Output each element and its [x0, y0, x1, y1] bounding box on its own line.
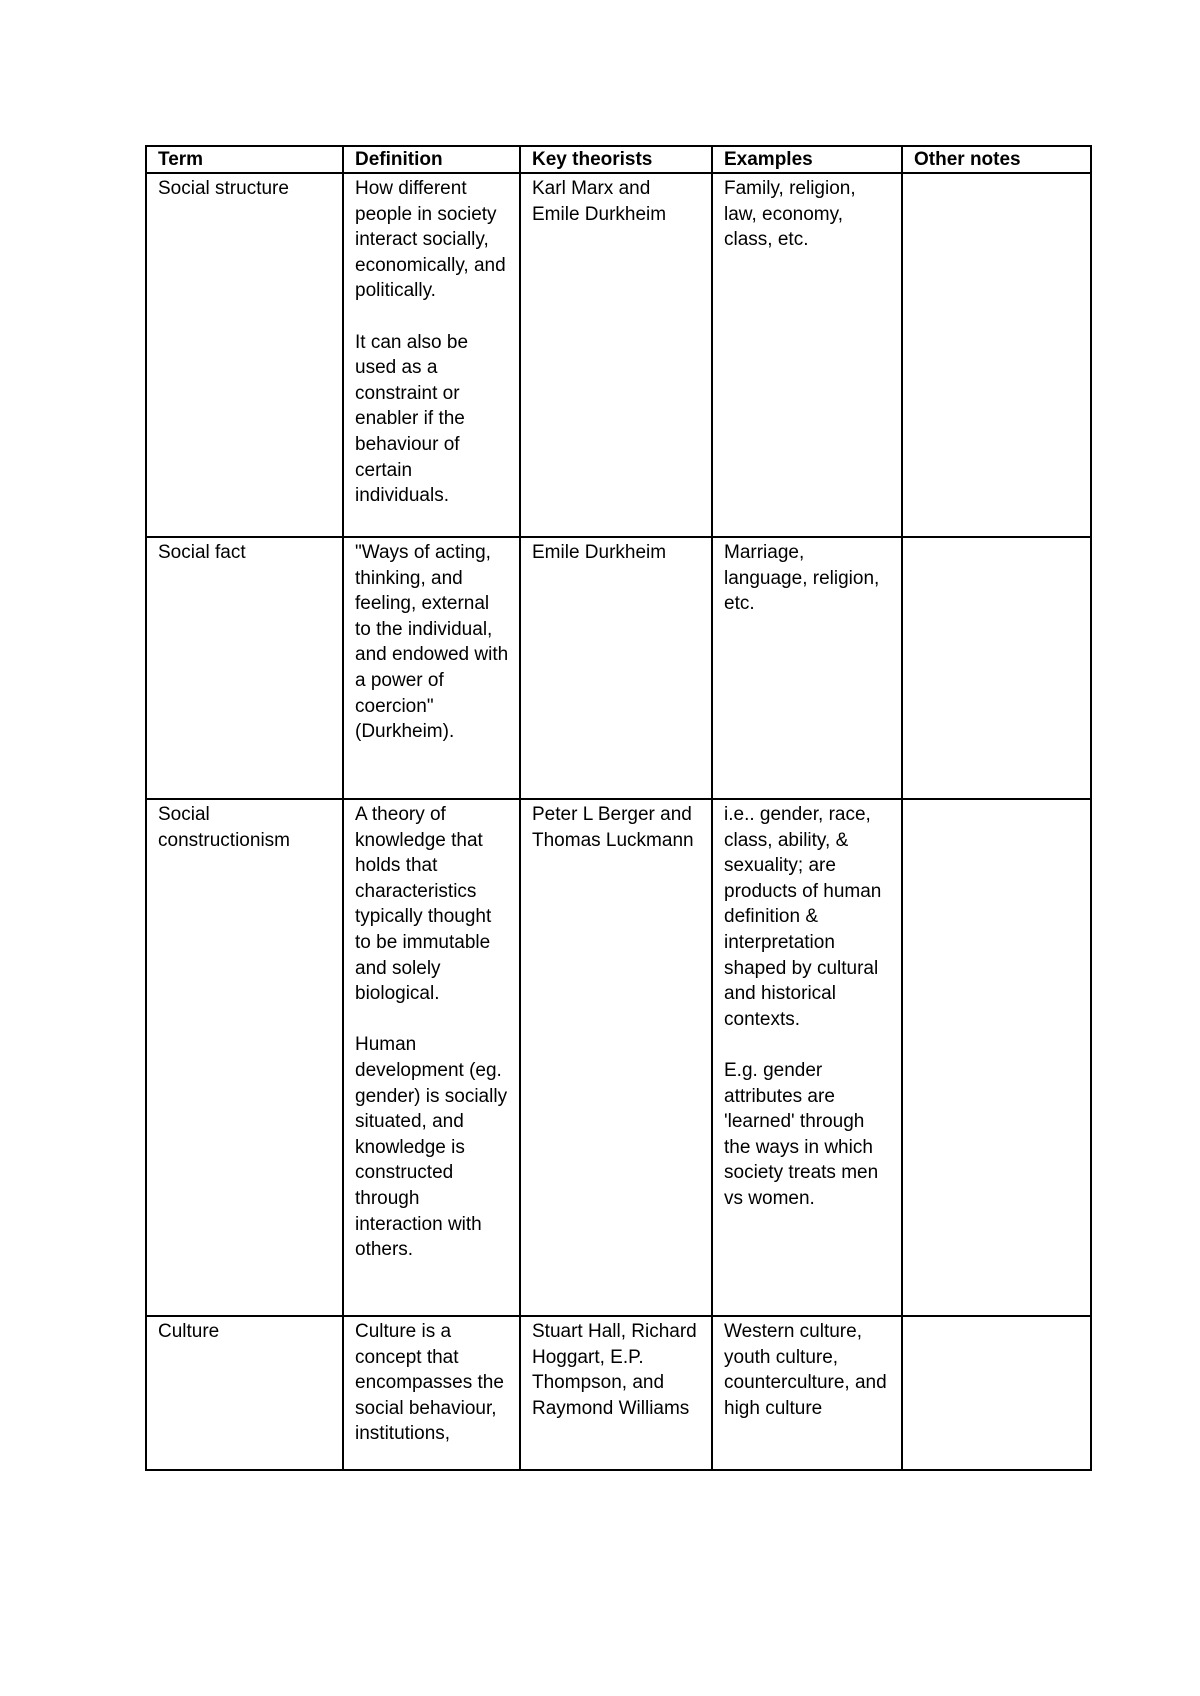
cell-notes — [902, 173, 1091, 537]
cell-theorists — [520, 1316, 712, 1470]
cell-examples — [712, 799, 902, 1316]
examples-text: Family, religion, law, economy, class, etc. — [724, 178, 856, 251]
definition-text: "Ways of acting, thinking, and feeling, external to the individual, and endowed with a power of coercion" (Durkheim). — [355, 542, 509, 743]
examples-text: Marriage, language, religion, etc. — [724, 542, 880, 615]
cell-definition — [343, 799, 520, 1316]
term-text: Social structure — [158, 178, 289, 199]
table-row — [146, 537, 1091, 799]
definition-text-2: It can also be used as a constraint or enabler if the behaviour of certain individuals. — [355, 331, 469, 507]
table-row — [146, 1316, 1091, 1470]
table-row — [146, 799, 1091, 1316]
theorists-text: Emile Durkheim — [532, 542, 667, 563]
table-row — [146, 173, 1091, 537]
cell-theorists — [520, 799, 712, 1316]
header-term: Term — [146, 146, 343, 173]
cell-examples — [712, 537, 902, 799]
cell-definition — [343, 537, 520, 799]
term-text: Social constructionism — [158, 804, 290, 851]
cell-term — [146, 799, 343, 1316]
cell-examples — [712, 1316, 902, 1470]
header-row — [146, 146, 1091, 173]
examples-text: i.e.. gender, race, class, ability, & sexuality; are products of human definition & interpretation shaped by cultural and historical contexts. — [724, 804, 882, 1030]
cell-notes — [902, 799, 1091, 1316]
cell-examples — [712, 173, 902, 537]
term-text: Culture — [158, 1321, 220, 1342]
cell-term — [146, 1316, 343, 1470]
cell-term — [146, 537, 343, 799]
theorists-text: Peter L Berger and Thomas Luckmann — [532, 804, 694, 851]
cell-notes — [902, 1316, 1091, 1470]
cell-notes — [902, 537, 1091, 799]
header-key-theorists: Key theorists — [520, 146, 712, 173]
definition-text-2: Human development (eg. gender) is socially situated, and knowledge is constructed through interaction with others. — [355, 1034, 508, 1261]
cell-term — [146, 173, 343, 537]
theorists-text: Stuart Hall, Richard Hoggart, E.P. Thompson, and Raymond Williams — [532, 1321, 697, 1419]
header-definition: Definition — [343, 146, 520, 173]
header-examples: Examples — [712, 146, 902, 173]
cell-theorists — [520, 537, 712, 799]
definition-text: How different people in society interact socially, economically, and politically. — [355, 178, 506, 302]
examples-text: Western culture, youth culture, counterculture, and high culture — [724, 1321, 887, 1419]
theorists-text: Karl Marx and Emile Durkheim — [532, 178, 667, 225]
definition-text: Culture is a concept that encompasses the social behaviour, institutions, — [355, 1321, 504, 1445]
header-other-notes: Other notes — [902, 146, 1091, 173]
definition-text: A theory of knowledge that holds that characteristics typically thought to be immutable and solely biological. — [355, 804, 492, 1005]
cell-definition — [343, 1316, 520, 1470]
cell-theorists — [520, 173, 712, 537]
terms-table — [145, 145, 1092, 1471]
term-text: Social fact — [158, 542, 246, 563]
examples-text-2: E.g. gender attributes are 'learned' through the ways in which society treats men vs women. — [724, 1059, 879, 1209]
cell-definition — [343, 173, 520, 537]
